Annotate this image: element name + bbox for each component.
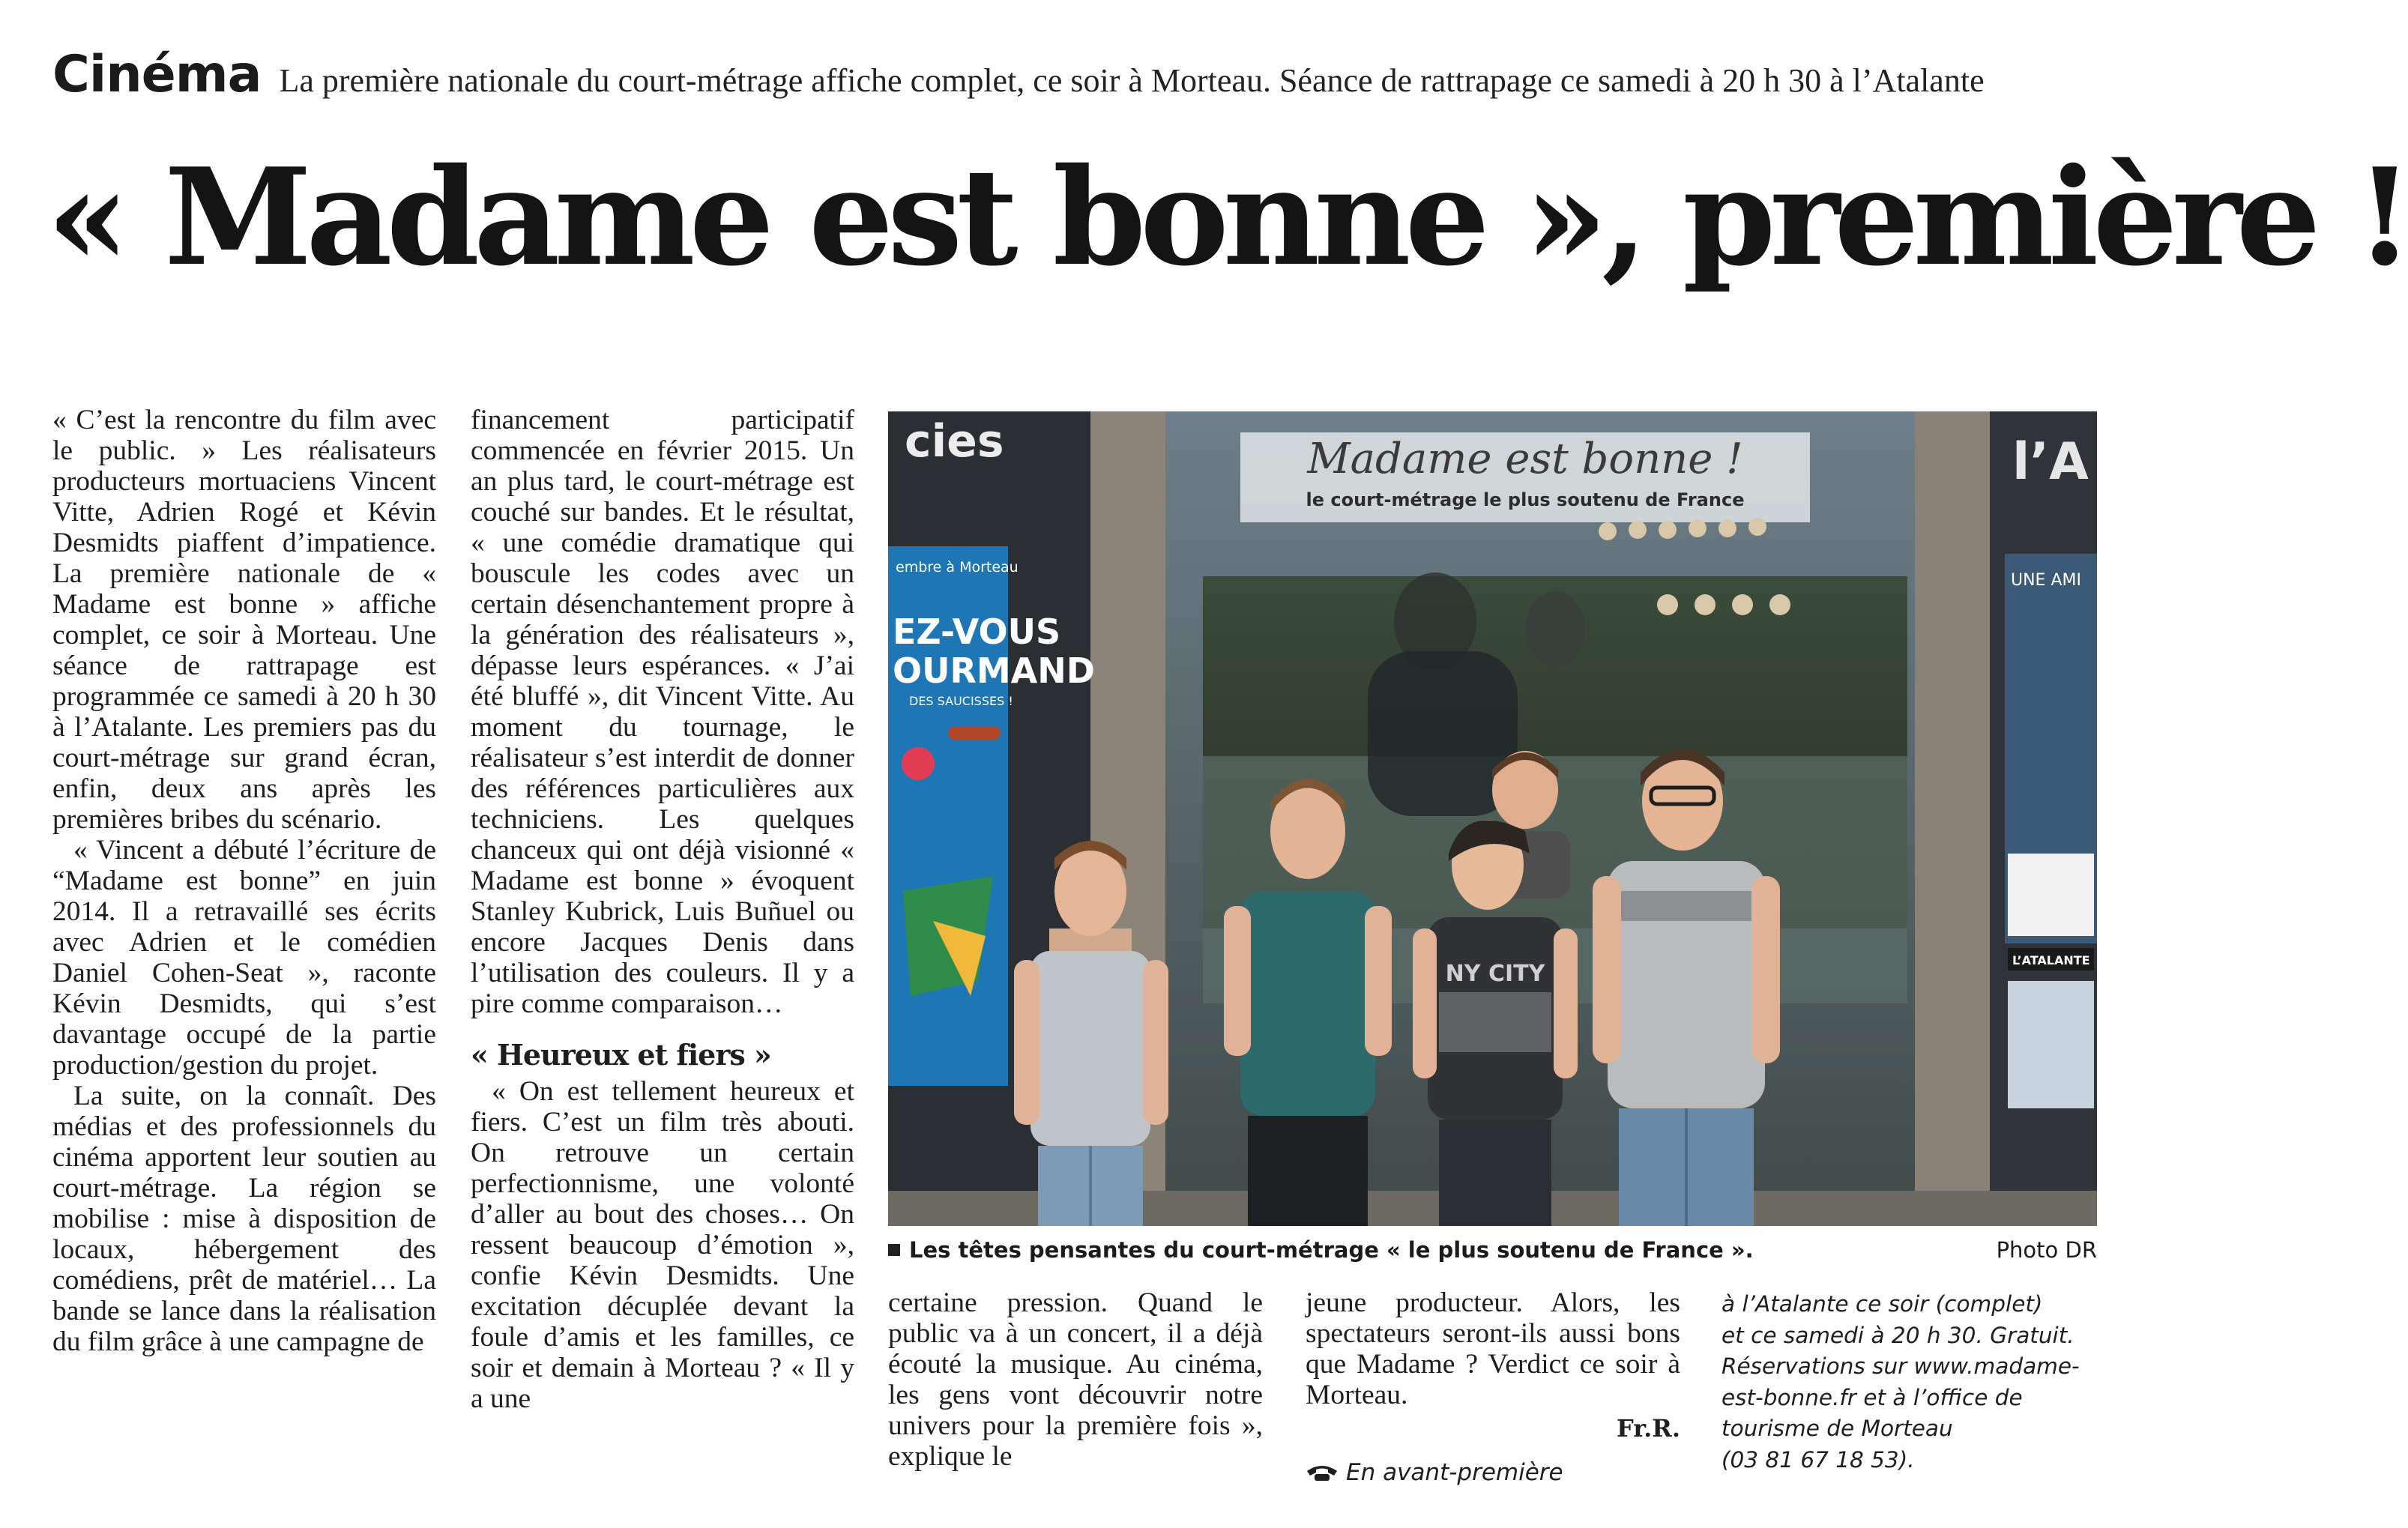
section-label: Cinéma <box>52 45 262 104</box>
info-line: est-bonne.fr et à l’office de <box>1721 1384 2023 1410</box>
caption-bullet-icon <box>888 1244 900 1256</box>
article-column-3 <box>888 1287 1263 1472</box>
poster-top-text: embre à Morteau <box>896 559 1019 576</box>
kicker-text: La première nationale du court-métrage affiche complet, ce soir à Morteau. Séance de rattrapage ce samedi à 20 h 30 à l’Atalante <box>279 62 1985 99</box>
poster-headline-1: EZ-VOUS <box>893 611 1061 652</box>
info-line: Réservations sur www.madame- <box>1721 1353 2080 1379</box>
article-photo <box>888 411 2097 1226</box>
info-line: à l’Atalante ce soir (complet) <box>1721 1291 2043 1317</box>
right-poster-label: L’ATALANTE <box>2012 953 2090 967</box>
banner-subtitle: le court-métrage le plus soutenu de France <box>1306 489 1745 510</box>
info-line: tourisme de Morteau <box>1721 1416 1953 1441</box>
banner-script: Madame est bonne ! <box>1307 435 1743 483</box>
headline: « Madame est bonne », première ! <box>46 139 2408 295</box>
subheading: « Heureux et fiers » <box>471 1038 771 1072</box>
right-sign: l’A <box>2012 432 2089 492</box>
preview-label: En avant-première <box>1346 1459 1563 1486</box>
paragraph: « On est tellement heureux et fiers. C’est un film très abouti. On retrouve un certain perfectionnisme, une volonté d’aller au bout des choses… On ressent beaucoup d’émotion », confie Kévin Desmidts. Une excitation décuplée devant la foule d’amis et les familles, ce soir et demain à Morteau ? « Il y a une <box>471 1076 854 1414</box>
article-column-1 <box>52 405 436 1357</box>
paragraph: « Vincent a débuté l’écriture de “Madame est bonne” en juin 2014. Il a retravaillé ses écrits avec Adrien et le comédien Daniel Cohen-Seat », raconte Kévin Desmidts, qui s’est davantage occupé de la partie production/gestion du projet. <box>52 835 436 1081</box>
tshirt-print: NY CITY <box>1445 961 1545 987</box>
info-line: et ce samedi à 20 h 30. Gratuit. <box>1721 1322 2074 1348</box>
poster-small-text: DES SAUCISSES ! <box>909 694 1013 708</box>
article-column-2 <box>471 405 854 1414</box>
paragraph: « C’est la rencontre du film avec le public. » Les réalisateurs producteurs mortuaciens Vincent Vitte, Adrien Rogé et Kévin Desmidts piaffent d’impatience. La première nationale de « Madame est bonne » affiche complet, ce soir à Morteau. Une séance de rattrapage est programmée ce samedi à 20 h 30 à l’Atalante. Les premiers pas du court-métrage sur grand écran, enfin, deux ans après les premières bribes du scénario. <box>52 405 436 835</box>
kicker <box>52 45 2121 108</box>
left-sign: cies <box>905 415 1004 468</box>
caption-text: Les têtes pensantes du court-métrage « le plus soutenu de France ». <box>909 1237 1754 1263</box>
paragraph: financement participatif commencée en février 2015. Un an plus tard, le court-métrage est couché sur bandes. Et le résultat, « une comédie dramatique qui bouscule les codes avec un certain désenchantement propre à la génération des réalisateurs », dépasse leurs espérances. « J’ai été bluffé », dit Vincent Vitte. Au moment du tournage, le réalisateur s’est interdit de donner des références particulières aux techniciens. Les quelques chanceux qui ont déjà visionné « Madame est bonne » évoquent Stanley Kubrick, Luis Buñuel ou encore Jacques Denis dans l’utilisation des couleurs. Il y a pire comme comparaison… <box>471 405 854 1019</box>
telephone-icon <box>1306 1464 1339 1482</box>
preview-line <box>1306 1458 1680 1488</box>
paragraph: jeune producteur. Alors, les spectateurs seront-ils aussi bons que Madame ? Verdict ce soir à Morteau. <box>1306 1287 1680 1410</box>
paragraph: La suite, on la connaît. Des médias et des professionnels du cinéma apportent leur soutien au court-métrage. La région se mobilise : mise à disposition de locaux, hébergement des comédiens, prêt de matériel… La bande se lance dans la réalisation du film grâce à une campagne de <box>52 1081 436 1357</box>
event-info-box <box>1721 1289 2119 1476</box>
author-signature: Fr.R. <box>1617 1414 1680 1443</box>
poster-headline-2: OURMAND <box>893 650 1095 691</box>
photo-credit: Photo DR <box>1996 1237 2097 1263</box>
paragraph: certaine pression. Quand le public va à un concert, il a déjà écouté la musique. Au cinéma, les gens vont découvrir notre univers pour la première fois », explique le <box>888 1287 1263 1472</box>
photo-caption <box>888 1235 2097 1265</box>
article-column-4 <box>1306 1287 1680 1488</box>
info-line: (03 81 67 18 53). <box>1721 1446 1915 1473</box>
right-poster-title: UNE AMI <box>2011 571 2081 590</box>
